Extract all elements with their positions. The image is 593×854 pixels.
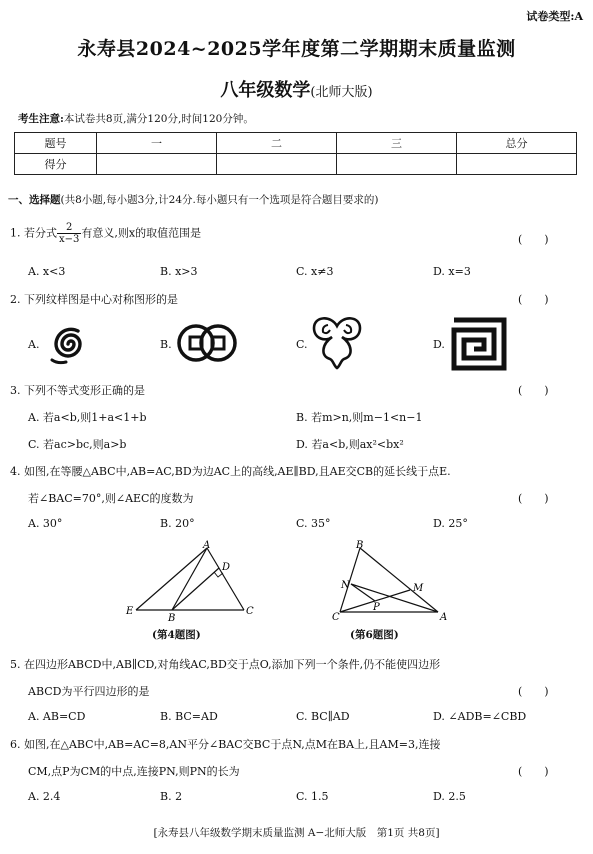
exam-notice — [18, 111, 254, 126]
label-a: A — [203, 540, 211, 551]
question-1-stem — [10, 222, 201, 245]
label-n: N — [341, 580, 350, 591]
question-6-stem: 6. 如图,在△ABC中,AB=AC=8,AN平分∠BAC交BC于点N,点M在BA上,且AM=3,连接 — [10, 738, 441, 751]
question-text: 1. 若分式 — [10, 226, 57, 240]
label-a: A — [440, 612, 448, 623]
label-d: D — [222, 562, 231, 573]
option-b[interactable]: B. 若m>n,则m−1<n−1 — [296, 411, 423, 424]
option-a[interactable]: A. 若a<b,则1+a<1+b — [28, 411, 147, 424]
fraction-numerator: 2 — [57, 222, 81, 234]
score-input-cell[interactable] — [457, 154, 577, 175]
label-b: B — [356, 540, 364, 551]
answer-bracket[interactable]: ( ) — [518, 384, 549, 397]
label-m: M — [413, 583, 424, 594]
option-c[interactable]: C. 35° — [296, 517, 331, 530]
spiral-cloud-pattern-icon — [42, 316, 100, 372]
option-b[interactable]: B. x>3 — [160, 265, 198, 278]
score-input-cell[interactable] — [97, 154, 217, 175]
score-header-cell: 三 — [337, 133, 457, 154]
option-a[interactable]: A. 30° — [28, 517, 63, 530]
option-b[interactable]: B. — [160, 338, 172, 351]
score-table — [14, 132, 577, 175]
figure-4-caption: (第4题图) — [152, 629, 201, 641]
option-d[interactable]: D. 25° — [433, 517, 468, 530]
answer-bracket[interactable]: ( ) — [518, 233, 549, 246]
option-b[interactable]: B. 20° — [160, 517, 195, 530]
label-p: P — [373, 602, 380, 613]
subject-title: 八年级数学 — [220, 80, 311, 101]
line-pn — [351, 584, 375, 601]
option-d[interactable]: D. x=3 — [433, 265, 471, 278]
score-header-cell: 题号 — [15, 133, 97, 154]
option-d[interactable]: D. 若a<b,则ax²<bx² — [296, 438, 404, 451]
score-table-header-row — [15, 133, 577, 154]
section-note: (共8小题,每小题3分,计24分.每小题只有一个选项是符合题目要求的) — [60, 194, 379, 206]
option-b[interactable]: B. 2 — [160, 790, 183, 803]
line-ab — [172, 548, 207, 610]
figure-4-diagram — [122, 540, 262, 622]
fraction — [57, 222, 81, 245]
question-4-stem: 4. 如图,在等腰△ABC中,AB=AC,BD为边AC上的高线,AE∥BD,且AE交CB的延长线于点E. — [10, 465, 451, 478]
score-header-cell: 二 — [217, 133, 337, 154]
option-b[interactable]: B. BC=AD — [160, 710, 218, 723]
square-meander-pattern-icon — [450, 316, 508, 372]
line-an — [351, 584, 438, 612]
figure-6-caption: (第6题图) — [350, 629, 399, 641]
label-c: C — [332, 612, 340, 623]
option-d[interactable]: D. ∠ADB=∠CBD — [433, 710, 527, 723]
option-c[interactable]: C. 1.5 — [296, 790, 329, 803]
section-title: 一、选择题 — [8, 194, 61, 206]
label-b: B — [168, 613, 176, 622]
question-6-stem-line2: CM,点P为CM的中点,连接PN,则PN的长为 — [28, 765, 240, 778]
option-c[interactable]: C. — [296, 338, 308, 351]
score-header-cell: 一 — [97, 133, 217, 154]
notice-label: 考生注意: — [18, 113, 64, 125]
question-5-stem-line2: ABCD为平行四边形的是 — [28, 685, 150, 698]
line-ae — [136, 548, 207, 610]
question-5-stem: 5. 在四边形ABCD中,AB∥CD,对角线AC,BD交于点O,添加下列一个条件,仍不能使四边形 — [10, 658, 441, 671]
score-table-score-row — [15, 154, 577, 175]
option-a[interactable]: A. — [28, 338, 40, 351]
notice-text: 本试卷共8页,满分120分,时间120分钟。 — [63, 113, 254, 125]
answer-bracket[interactable]: ( ) — [518, 685, 549, 698]
score-header-cell: 总分 — [457, 133, 577, 154]
score-row-label: 得分 — [15, 154, 97, 175]
exam-title: 永寿县2024~2025学年度第二学期期末质量监测 — [77, 38, 516, 60]
option-c[interactable]: C. x≠3 — [296, 265, 334, 278]
question-4-stem-line2: 若∠BAC=70°,则∠AEC的度数为 — [28, 492, 194, 505]
label-c: C — [246, 606, 254, 617]
paper-type-label: 试卷类型:A — [526, 10, 583, 23]
answer-bracket[interactable]: ( ) — [518, 765, 549, 778]
option-a[interactable]: A. x<3 — [28, 265, 66, 278]
question-text: 有意义,则x的取值范围是 — [81, 226, 202, 240]
answer-bracket[interactable]: ( ) — [518, 492, 549, 505]
question-2-stem: 2. 下列纹样图是中心对称图形的是 — [10, 293, 178, 306]
ruyi-cloud-pattern-icon — [306, 312, 368, 372]
section-1-heading — [8, 192, 378, 207]
line-ac — [207, 548, 244, 610]
line-bd — [172, 568, 219, 610]
answer-bracket[interactable]: ( ) — [518, 293, 549, 306]
option-d[interactable]: D. 2.5 — [433, 790, 466, 803]
double-coin-pattern-icon — [176, 318, 238, 368]
question-3-stem: 3. 下列不等式变形正确的是 — [10, 384, 145, 397]
score-input-cell[interactable] — [217, 154, 337, 175]
edition-label: (北师大版) — [310, 85, 373, 100]
option-d[interactable]: D. — [433, 338, 445, 351]
figure-6-diagram — [326, 540, 456, 626]
label-e: E — [126, 606, 134, 617]
option-a[interactable]: A. 2.4 — [28, 790, 61, 803]
fraction-denominator: x−3 — [59, 234, 80, 245]
option-c[interactable]: C. 若ac>bc,则a>b — [28, 438, 127, 451]
option-c[interactable]: C. BC∥AD — [296, 710, 350, 723]
exam-subtitle — [0, 76, 593, 102]
option-a[interactable]: A. AB=CD — [28, 710, 86, 723]
page-footer: [永寿县八年级数学期末质量监测 A−北师大版 第1页 共8页] — [153, 827, 440, 839]
score-input-cell[interactable] — [337, 154, 457, 175]
